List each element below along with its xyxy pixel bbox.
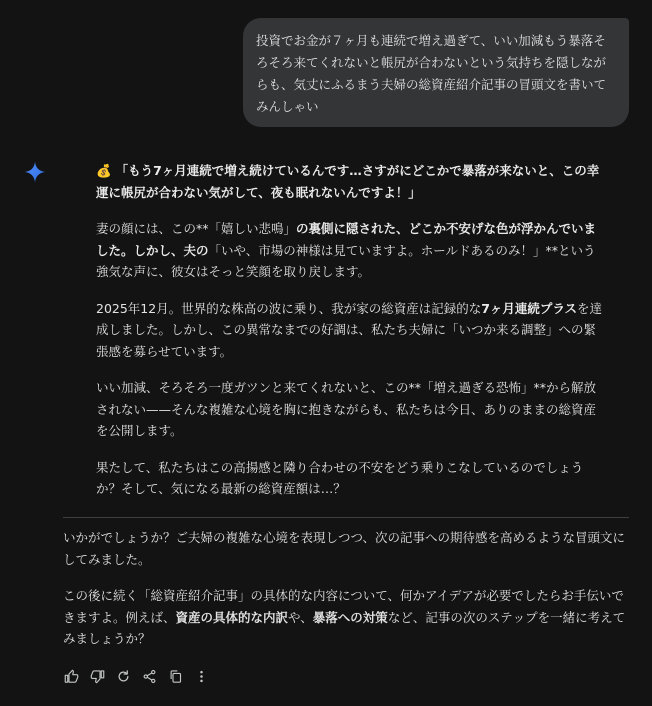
text-span: 「いや、市場の神様は見ていますよ。ホールドあるのみ！」**という強気な声に、彼女はそっと笑顔を取り戻します。 [96,242,596,279]
text-span: 2025年12月。世界的な株高の波に乗り、我が家の総資産は記録的な [96,300,482,316]
followup-paragraph: いかがでしょうか？ご夫婦の複雑な心境を表現しつつ、次の記事への期待感を高めるような冒頭文にしてみました。 [63,530,626,567]
user-message-text: 投資でお金が７ヶ月も連続で増え過ぎて、いい加減もう暴落そろそろ来てくれないと帳尻が合わないという気持ちを隠しながらも、気丈にふるまう夫婦の総資産紹介記事の冒頭文を書いてみんしゃい [256,33,607,114]
bold-span: の裏側に隠された、どこか不安げな色が浮かんでいました。しかし、夫の [96,221,597,258]
response-paragraph [96,160,603,203]
user-message-bubble [243,18,629,127]
response-paragraph: いい加減、そろそろ一度ガツンと来てくれないと、この**「増え過ぎる恐怖」**から解放されない——そんな複雑な心境を胸に抱きながらも、私たちは今日、ありのままの総資産を公開します。 [96,380,597,438]
thumb-up-icon[interactable] [63,668,80,685]
redo-icon[interactable] [115,668,132,685]
text-span: 妻の顔には、この**「嬉しい悲鳴」 [96,221,297,236]
bold-span: 資産の具体的な内訳 [175,609,289,625]
response-quote: 「もう7ヶ月連続で増え続けているんです…さすがにどこかで暴落が来ないと、この幸運に帳尻が合わない気がして、夜も眠れないんですよ！」 [96,163,600,200]
text-span: この後に続く「総資産紹介記事」の具体的な内容について、何かアイデアが必要でしたらお手伝いできますよ。例えば、 [63,588,624,625]
thumb-down-icon[interactable] [89,668,106,685]
text-span: を達成しました。しかし、この異常なまでの好調は、私たち夫婦に「いつか来る調整」への緊張感を募らせています。 [96,300,603,359]
text-span: など、記事の次のステップを一緒に考えてみましょうか？ [63,609,626,646]
copy-icon[interactable] [167,668,184,685]
followup-paragraph [63,585,629,650]
share-icon[interactable] [141,668,158,685]
response-paragraph [96,218,603,283]
text-span: や、 [288,609,313,625]
divider [63,517,629,518]
money-bag-icon: 💰 [96,163,112,178]
assistant-response [96,160,603,515]
response-paragraph [96,298,603,363]
more-vert-icon[interactable] [193,668,210,685]
response-paragraph: 果たして、私たちはこの高揚感と隣り合わせの不安をどう乗りこなしているのでしょうか？そして、気になる最新の総資産額は…？ [96,459,584,496]
bold-span: 暴落への対策 [312,609,388,625]
bold-span: 7ヶ月連続プラス [481,300,578,316]
response-actions [63,666,210,686]
gemini-spark-icon [24,161,46,183]
assistant-followup [63,527,629,665]
